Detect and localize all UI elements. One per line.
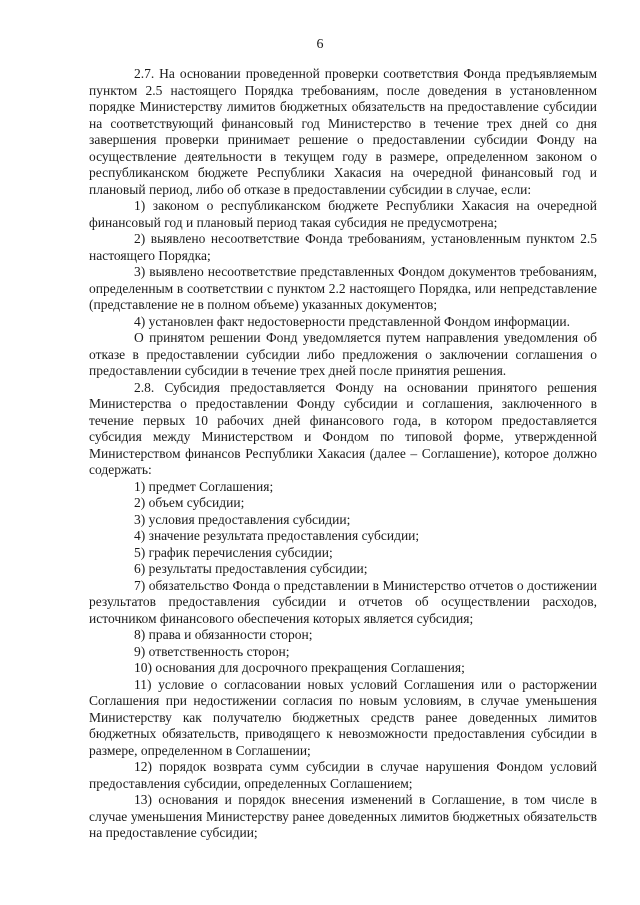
list-item: 11) условие о согласовании новых условий Соглашения или о расторжении Соглашения при недостижении согласия по новым условиям, в случае уменьшения Министерству как получателю бюджетных средств ранее доведенных лимитов бюджетных обязательств, приводящего к невозможности предоставления субсидии в размере, определенном в Соглашении; [89, 676, 597, 758]
list-item: 13) основания и порядок внесения изменений в Соглашение, в том числе в случае уменьшения Министерству ранее доведенных лимитов бюджетных обязательств на предоставление субсидии; [89, 792, 597, 840]
paragraph-notification: О принятом решении Фонд уведомляется путем направления уведомления об отказе в предоставлении субсидии либо предложения о заключении соглашения о предоставлении субсидии в течение трех дней после принятия решения. [89, 330, 597, 378]
list-item: 3) условия предоставления субсидии; [134, 511, 351, 527]
list-item: 1) предмет Соглашения; [134, 478, 274, 494]
list-item: 8) права и обязанности сторон; [134, 627, 313, 642]
list-item: 10) основания для досрочного прекращения Соглашения; [134, 660, 465, 675]
list-item: 7) обязательство Фонда о представлении в Министерство отчетов о достижении результатов предоставления субсидии и отчетов об осуществлении расходов, источником финансового обеспечения которых является субсидия; [89, 577, 597, 626]
list-item: 9) ответственность сторон; [134, 643, 290, 659]
list-item: 4) установлен факт недостоверности представленной Фондом информации. [134, 313, 570, 329]
list-item: 12) порядок возврата сумм субсидии в случае нарушения Фондом условий предоставления субсидии, определенных Соглашением; [89, 759, 597, 791]
page-number: 6 [316, 37, 324, 52]
list-item: 1) законом о республиканском бюджете Республики Хакасия на очередной финансовый год и плановый период такая субсидия не предусмотрена; [89, 198, 597, 230]
document-body [89, 66, 597, 842]
list-item: 6) результаты предоставления субсидии; [134, 561, 368, 576]
list-item: 2) объем субсидии; [134, 495, 245, 510]
paragraph-2-8: 2.8. Субсидия предоставляется Фонду на основании принятого решения Министерства о предоставлении Фонду субсидии и соглашения, заключенного в течение первых 10 рабочих дней финансового года, в котором предоставляется субсидия между Министерством и Фондом по типовой форме, утвержденной Министерством финансов Республики Хакасия (далее – Соглашение), которое должно содержать: [89, 379, 597, 477]
list-item: 2) выявлено несоответствие Фонда требованиям, установленным пунктом 2.5 настоящего Порядка; [89, 231, 597, 263]
list-item: 5) график перечисления субсидии; [134, 544, 333, 560]
list-item: 4) значение результата предоставления субсидии; [134, 528, 420, 543]
paragraph-2-7: 2.7. На основании проведенной проверки соответствия Фонда предъявляемым пунктом 2.5 настоящего Порядка требованиям, после доведения в установленном порядке Министерству лимитов бюджетных обязательств на предоставление субсидии на соответствующий финансовый год Министерство в течение трех дней со дня завершения проверки принимает решение о предоставлении субсидии Фонду на осуществление деятельности в текущем году в размере, определенном законом о республиканском бюджете Республики Хакасия на очередной финансовый год и плановый период, либо об отказе в предоставлении субсидии в случае, если: [89, 66, 597, 197]
list-item: 3) выявлено несоответствие представленных Фондом документов требованиям, определенным в соответствии с пунктом 2.2 настоящего Порядка, или непредставление (представление не в полном объеме) указанных документов; [89, 264, 597, 312]
